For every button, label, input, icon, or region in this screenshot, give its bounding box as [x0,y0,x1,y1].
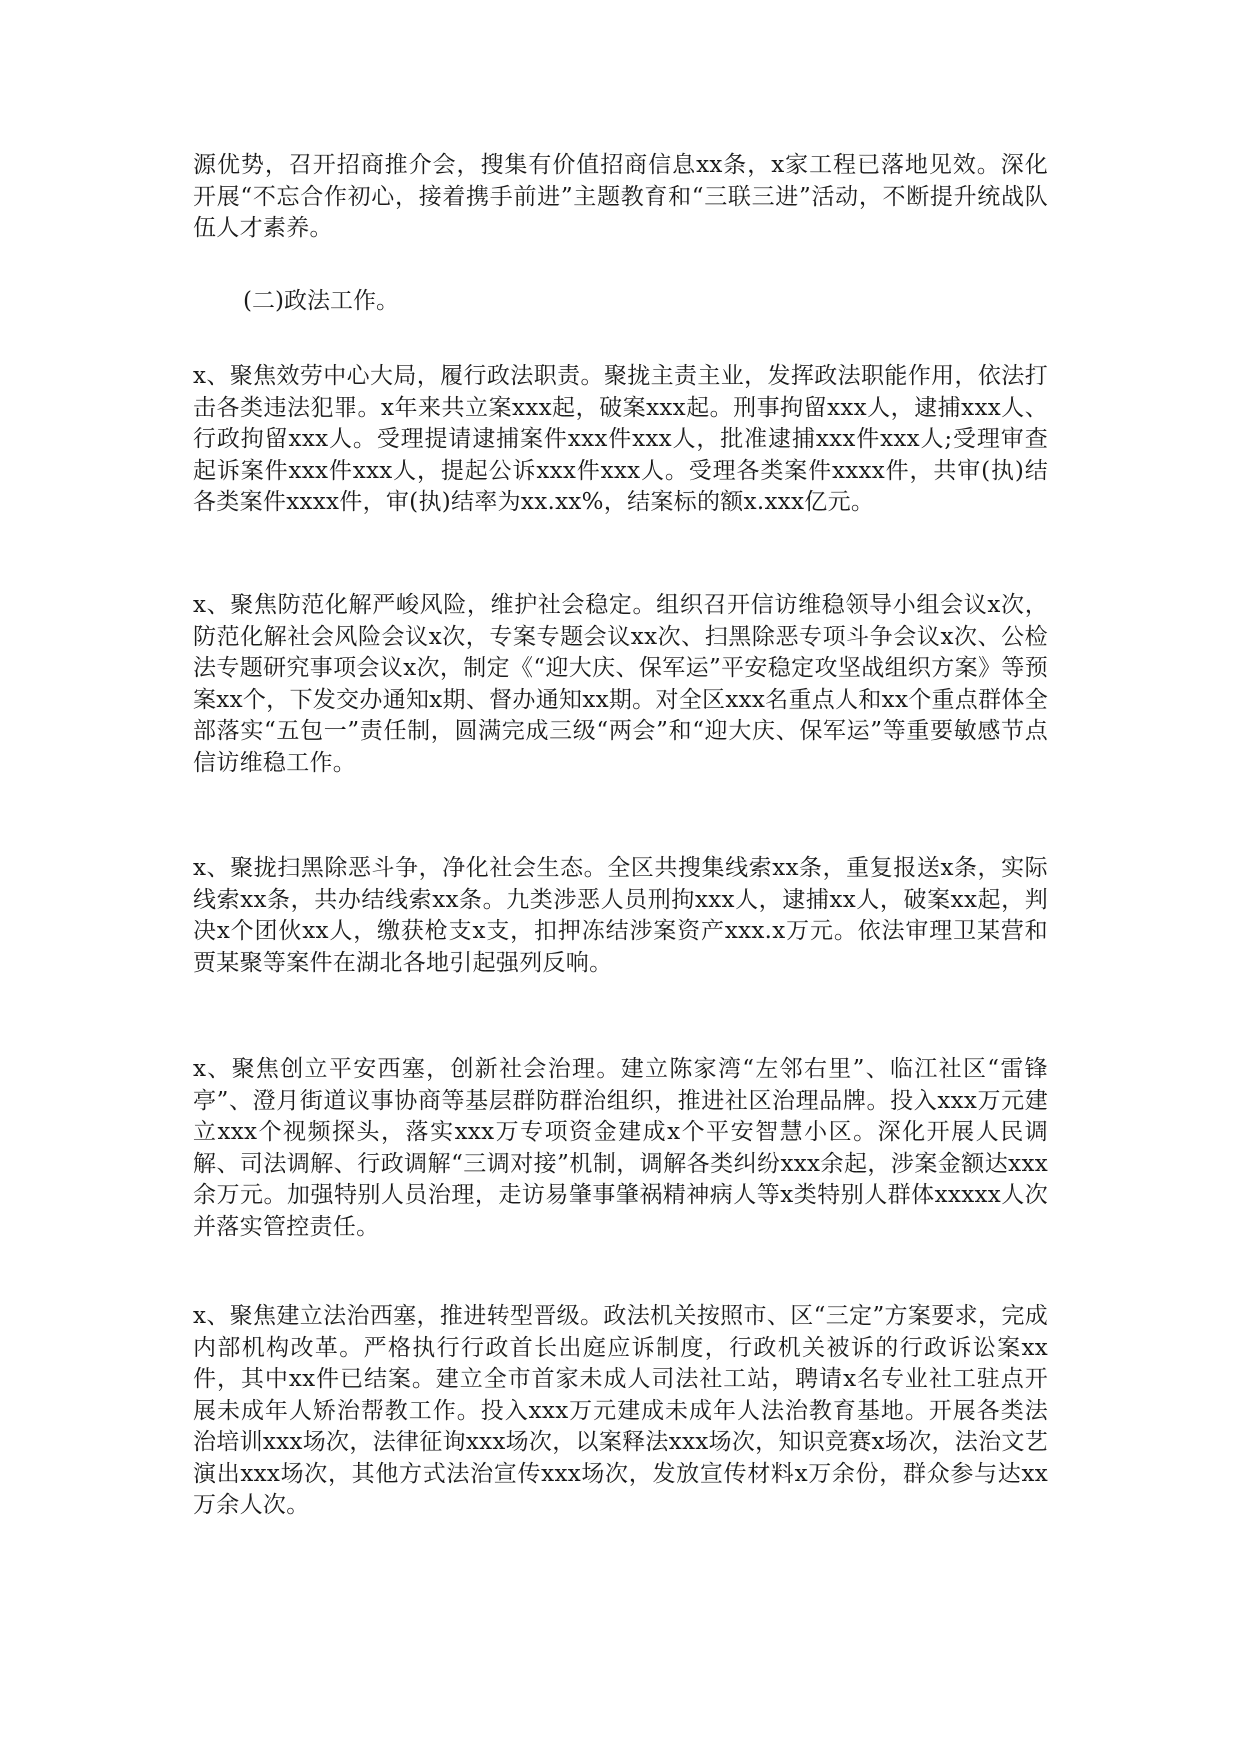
paragraph-safe-xisai: x、聚焦创立平安西塞，创新社会治理。建立陈家湾“左邻右里”、临江社区“雷锋亭”、澄月街道议事协商等基层群防群治组织，推进社区治理品牌。投入xxx万元建立xxx个视频探头，落实xxx万专项资金建成x个平安智慧小区。深化开展人民调解、司法调解、行政调解“三调对接”机制，调解各类纠纷xxx余起，涉案金额达xxx余万元。加强特别人员治理，走访易肇事肇祸精神病人等x类特别人群体xxxxx人次并落实管控责任。 [193,1056,1048,1240]
section-heading-political-legal-work: (二)政法工作。 [243,288,399,314]
paragraph-anti-gang-crime: x、聚拢扫黑除恶斗争，净化社会生态。全区共搜集线索xx条，重复报送x条，实际线索xx条，共办结线索xx条。九类涉恶人员刑拘xxx人，逮捕xx人，破案xx起，判决x个团伙xx人，缴获枪支x支，扣押冻结涉案资产xxx.x万元。依法审理卫某营和贾某聚等案件在湖北各地引起强列反响。 [193,855,1048,976]
paragraph-serve-central-work: x、聚焦效劳中心大局，履行政法职责。聚拢主责主业，发挥政法职能作用，依法打击各类违法犯罪。x年来共立案xxx起，破案xxx起。刑事拘留xxx人，逮捕xxx人、行政拘留xxx人。受理提请逮捕案件xxx件xxx人，批准逮捕xxx件xxx人;受理审查起诉案件xxx件xxx人，提起公诉xxx件xxx人。受理各类案件xxxx件，共审(执)结各类案件xxxx件，审(执)结率为xx.xx%，结案标的额x.xxx亿元。 [193,363,1048,515]
paragraph-rule-of-law-xisai: x、聚焦建立法治西塞，推进转型晋级。政法机关按照市、区“三定”方案要求，完成内部机构改革。严格执行行政首长出庭应诉制度，行政机关被诉的行政诉讼案xx件，其中xx件已结案。建立全市首家未成人司法社工站，聘请x名专业社工驻点开展未成年人矫治帮教工作。投入xxx万元建成未成年人法治教育基地。开展各类法治培训xxx场次，法律征询xxx场次，以案释法xxx场次，知识竞赛x场次，法治文艺演出xxx场次，其他方式法治宣传xxx场次，发放宣传材料x万余份，群众参与达xx万余人次。 [193,1303,1049,1518]
paragraph-united-front-continued: 源优势，召开招商推介会，搜集有价值招商信息xx条，x家工程已落地见效。深化开展“不忘合作初心，接着携手前进”主题教育和“三联三进”活动，不断提升统战队伍人才素养。 [193,152,1048,241]
paragraph-risk-prevention: x、聚焦防范化解严峻风险，维护社会稳定。组织召开信访维稳领导小组会议x次，防范化解社会风险会议x次，专案专题会议xx次、扫黑除恶专项斗争会议x次、公检法专题研究事项会议x次，制定《“迎大庆、保军运”平安稳定攻坚战组织方案》等预案xx个，下发交办通知x期、督办通知xx期。对全区xxx名重点人和xx个重点群体全部落实“五包一”责任制，圆满完成三级“两会”和“迎大庆、保军运”等重要敏感节点信访维稳工作。 [193,592,1049,776]
